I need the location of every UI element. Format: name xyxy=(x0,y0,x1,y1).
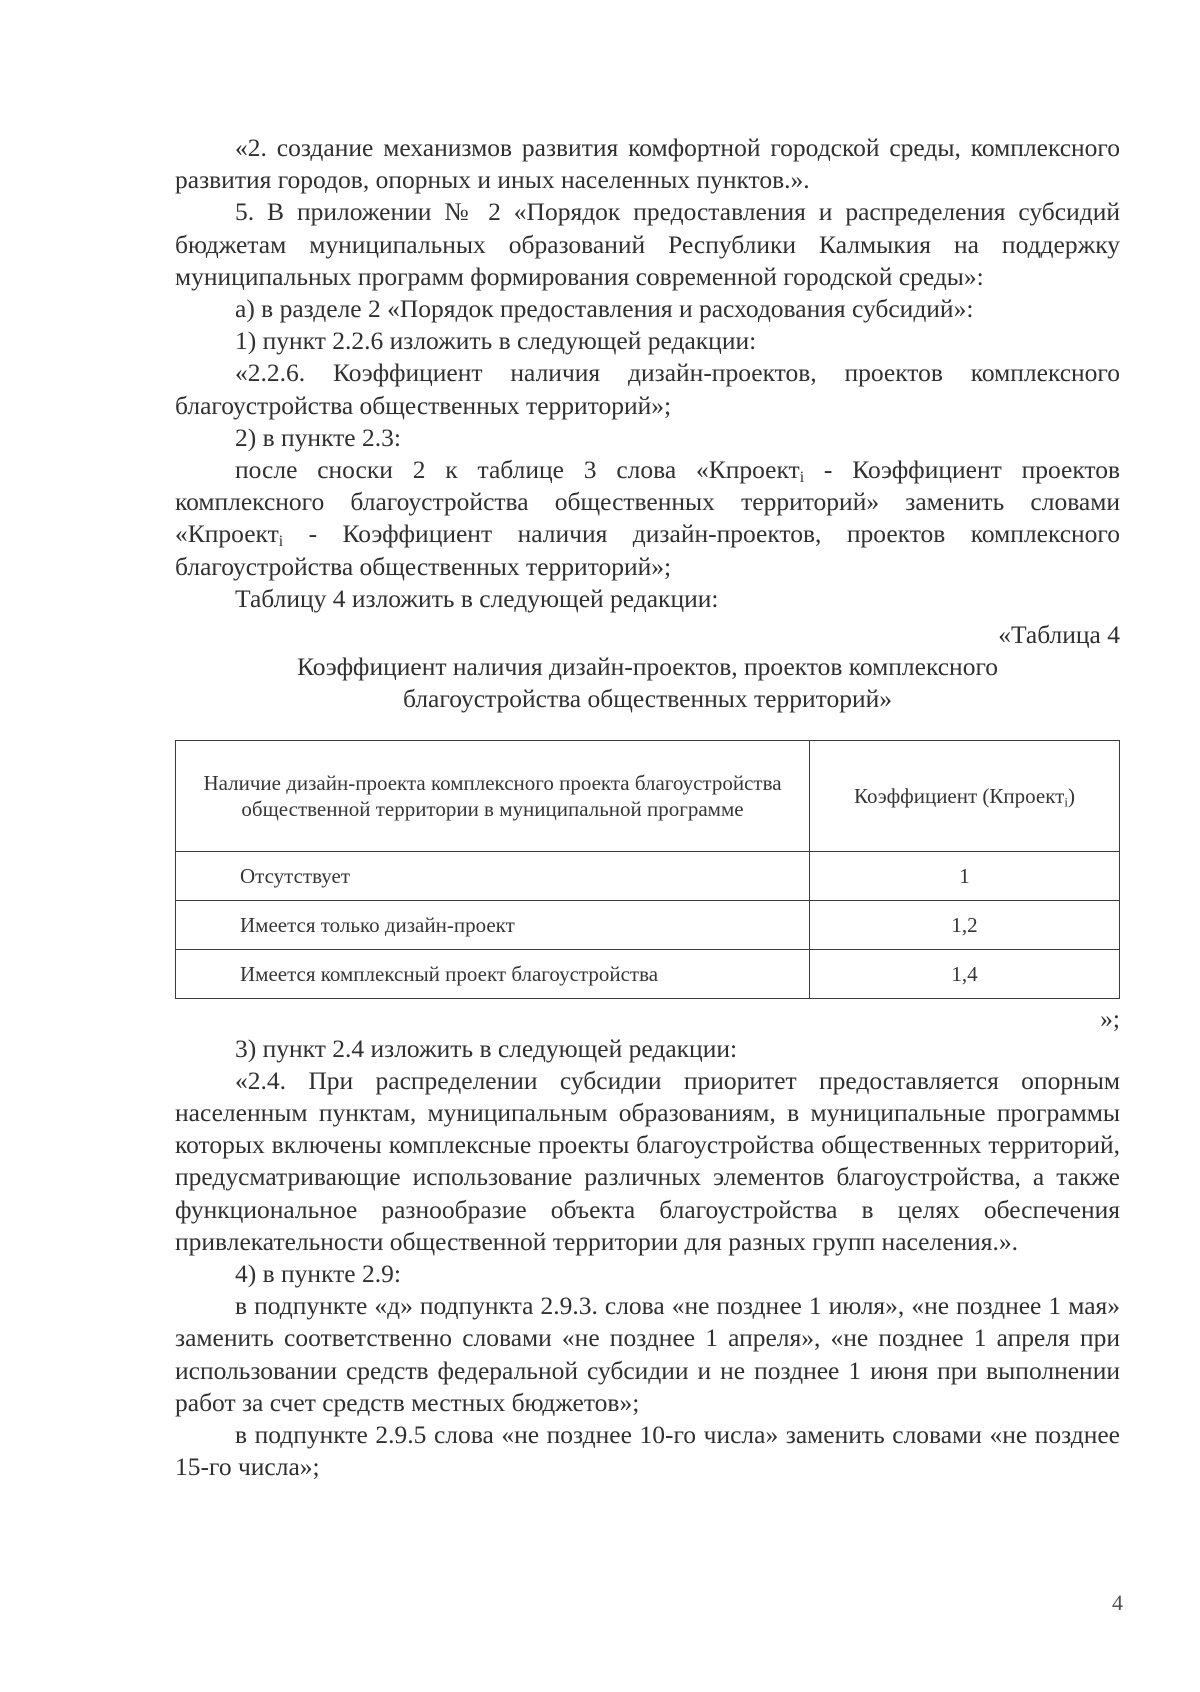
table-title-line-1: Коэффициент наличия дизайн-проектов, проектов комплексного xyxy=(296,652,999,682)
table-closing-quote: »; xyxy=(1100,1003,1120,1033)
page-number: 4 xyxy=(1112,1590,1123,1615)
subscript-i: i xyxy=(278,533,284,551)
paragraph-4: 1) пункт 2.2.6 изложить в следующей редакции: xyxy=(235,326,757,356)
paragraph-7 xyxy=(175,454,1120,583)
coefficient-table xyxy=(175,740,1120,999)
table-cell-value: 1 xyxy=(810,851,1120,900)
table-title-line-2: благоустройства общественных территорий» xyxy=(402,684,892,714)
subscript-i: i xyxy=(1064,793,1068,809)
header-coef-close: ) xyxy=(1067,783,1075,808)
table-cell-label: Имеется только дизайн-проект xyxy=(176,900,810,949)
paragraph-12: в подпункте «д» подпункта 2.9.3. слова «не позднее 1 июля», «не позднее 1 мая» заменить соответственно словами «не позднее 1 апреля», «не позднее 1 апреля при использовании средств федеральной субсидии и не позднее 1 июня при выполнении работ за счет средств местных бюджетов»; xyxy=(175,1291,1120,1417)
table-cell-label: Имеется комплексный проект благоустройства xyxy=(176,949,810,998)
table-label: «Таблица 4 xyxy=(998,620,1120,650)
table-cell-label: Отсутствует xyxy=(176,851,810,900)
document-body xyxy=(175,132,1120,1484)
paragraph-10: «2.4. При распределении субсидии приоритет предоставляется опорным населенным пунктам, муниципальным образованиям, в муниципальные программы которых включены комплексные проекты благоустройства общественных территорий, предусматривающие использование различных элементов благоустройства, а также функциональное разнообразие объекта благоустройства в целях обеспечения привлекательности общественной территории для разных групп населения.». xyxy=(175,1065,1120,1256)
paragraph-11: 4) в пункте 2.9: xyxy=(235,1259,401,1289)
paragraph-8: Таблицу 4 изложить в следующей редакции: xyxy=(235,583,719,613)
table-header-coefficient xyxy=(810,740,1120,851)
table-header-row xyxy=(176,740,1120,851)
paragraph-7-part-c: - Коэффициент наличия дизайн-проектов, проектов комплексного благоустройства общественных территорий»; xyxy=(175,519,1120,581)
table-header-presence: Наличие дизайн-проекта комплексного проекта благоустройства общественной территории в муниципальной программе xyxy=(176,740,810,851)
paragraph-3: а) в разделе 2 «Порядок предоставления и расходования субсидий»: xyxy=(235,294,974,324)
table-cell-value: 1,4 xyxy=(810,949,1120,998)
paragraph-6: 2) в пункте 2.3: xyxy=(235,422,401,452)
paragraph-7-part-a: после сноски 2 к таблице 3 слова «Кпроект xyxy=(235,455,800,485)
paragraph-5: «2.2.6. Коэффициент наличия дизайн-проектов, проектов комплексного благоустройства общественных территорий»; xyxy=(175,358,1120,420)
header-coef-text: Коэффициент (Кпроект xyxy=(854,783,1065,808)
paragraph-2: 5. В приложении № 2 «Порядок предоставления и распределения субсидий бюджетам муниципальных образований Республики Калмыкия на поддержку муниципальных программ формирования современной городской среды»: xyxy=(175,197,1120,291)
table-row xyxy=(176,949,1120,998)
paragraph-7-part-b: - Коэффициент проектов комплексного благоустройства общественных территорий» заменить словами «Кпроект xyxy=(175,455,1120,549)
paragraph-13: в подпункте 2.9.5 слова «не позднее 10-го числа» заменить словами «не позднее 15-го числа»; xyxy=(175,1420,1120,1482)
table-row xyxy=(176,900,1120,949)
table-cell-value: 1,2 xyxy=(810,900,1120,949)
subscript-i: i xyxy=(799,468,805,486)
paragraph-1: «2. создание механизмов развития комфортной городской среды, комплексного развития городов, опорных и иных населенных пунктов.». xyxy=(175,133,1120,195)
paragraph-9: 3) пункт 2.4 изложить в следующей редакции: xyxy=(235,1033,738,1063)
table-row xyxy=(176,851,1120,900)
